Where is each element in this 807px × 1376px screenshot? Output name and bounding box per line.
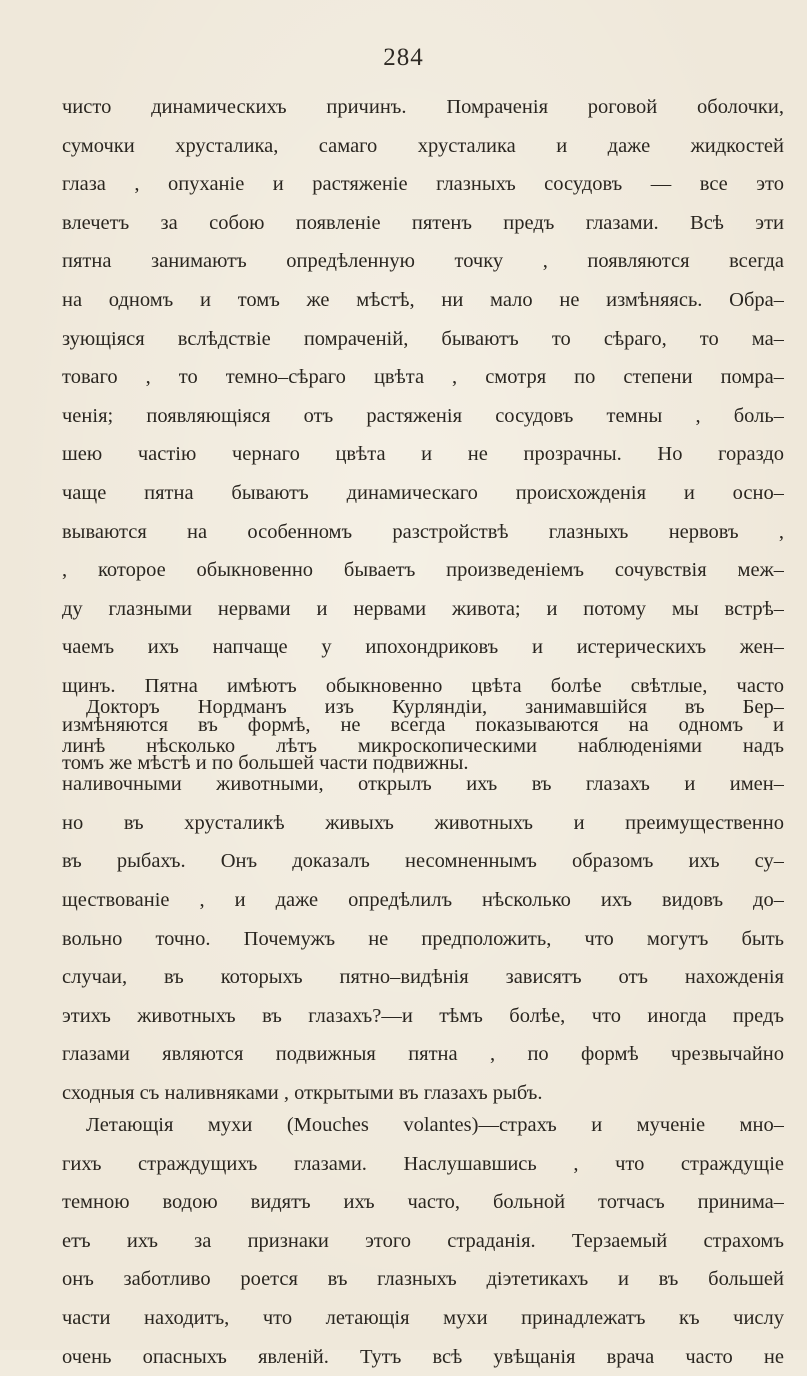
text-line: случаи, въ которыхъ пятно–видѣнія зависятъ отъ нахожденія [62,966,784,989]
text-line: етъ ихъ за признаки этого страданія. Терзаемый страхомъ [62,1229,784,1252]
page-number: 284 [383,44,424,71]
text-line: чаще пятна бываютъ динамическаго происхожденія и осно– [62,481,784,504]
text-line: глаза , опуханіе и растяженіе глазныхъ сосудовъ — все это [62,173,784,196]
text-line: Летающія мухи (Mouches volantes)—страхъ и мученіе мно– [86,1114,784,1136]
text-line: зующіяся вслѣдствіе помраченій, бываютъ то сѣраго, то ма– [62,327,784,350]
text-line: сходныя съ наливняками , открытыми въ глазахъ рыбъ. [62,1081,543,1104]
text-line: пятна занимаютъ опредѣленную точку , появляются всегда [62,250,784,273]
text-line: темною водою видятъ ихъ часто, больной тотчасъ принима– [62,1191,784,1214]
text-line: этихъ животныхъ въ глазахъ?—и тѣмъ болѣе, что иногда предъ [62,1004,784,1027]
text-line: чисто динамическихъ причинъ. Помраченія роговой оболочки, [62,96,784,118]
text-line: на одномъ и томъ же мѣстѣ, ни мало не измѣняясь. Обра– [62,288,784,311]
text-line: измѣняются въ формѣ, не всегда показываются на одномъ и [62,713,784,736]
text-line: части находитъ, что летающія мухи принадлежатъ къ числу [62,1306,784,1329]
text-line: вольно точно. Почемужъ не предположить, что могутъ быть [62,927,784,950]
text-line: товаго , то темно–сѣраго цвѣта , смотря по степени помра– [62,366,784,389]
text-line: но въ хрусталикѣ живыхъ животныхъ и преимущественно [62,811,784,834]
text-line: въ рыбахъ. Онъ доказалъ несомненнымъ образомъ ихъ су– [62,850,784,873]
text-line: глазами являются подвижныя пятна , по формѣ чрезвычайно [62,1043,784,1066]
paragraph-3 [62,1106,784,1376]
text-line: шею частію чернаго цвѣта и не прозрачны. Но гораздо [62,443,784,466]
text-line: ду глазными нервами и нервами живота; и потому мы встрѣ– [62,597,784,620]
text-line: чаемъ ихъ напчаще у ипохондриковъ и истерическихъ жен– [62,636,784,659]
text-line: онъ заботливо роется въ глазныхъ діэтетикахъ и въ большей [62,1268,784,1291]
text-line: гихъ страждущихъ глазами. Наслушавшись , что страждущіе [62,1152,784,1175]
text-line: вываются на особенномъ разстройствѣ глазныхъ нервовъ , [62,520,784,543]
text-line: ществованіе , и даже опредѣлилъ нѣсколько ихъ видовъ до– [62,888,784,911]
text-line: ченія; появляющіяся отъ растяженія сосудовъ темны , боль– [62,404,784,427]
text-line: томъ же мѣстѣ и по большей части подвижны. [62,752,469,775]
text-line: наливочными животными, открылъ ихъ въ глазахъ и имен– [62,773,784,796]
text-line: влечетъ за собою появленіе пятенъ предъ глазами. Всѣ эти [62,211,784,234]
text-line: линѣ нѣсколько лѣтъ микроскопическими наблюденіями надъ [62,734,784,757]
text-line: Докторъ Нордманъ изъ Курляндіи, занимавшійся въ Бер– [86,696,784,718]
paragraph-2 [62,688,784,1113]
paragraph-1 [62,88,784,783]
text-line: , которое обыкновенно бываетъ произведеніемъ сочувствія меж– [62,559,784,582]
text-line: сумочки хрусталика, самаго хрусталика и даже жидкостей [62,134,784,157]
text-line: очень опасныхъ явленій. Тутъ всѣ увѣщанія врача часто не [62,1345,784,1368]
text-line: щинъ. Пятна имѣютъ обыкновенно цвѣта болѣе свѣтлые, часто [62,674,784,697]
